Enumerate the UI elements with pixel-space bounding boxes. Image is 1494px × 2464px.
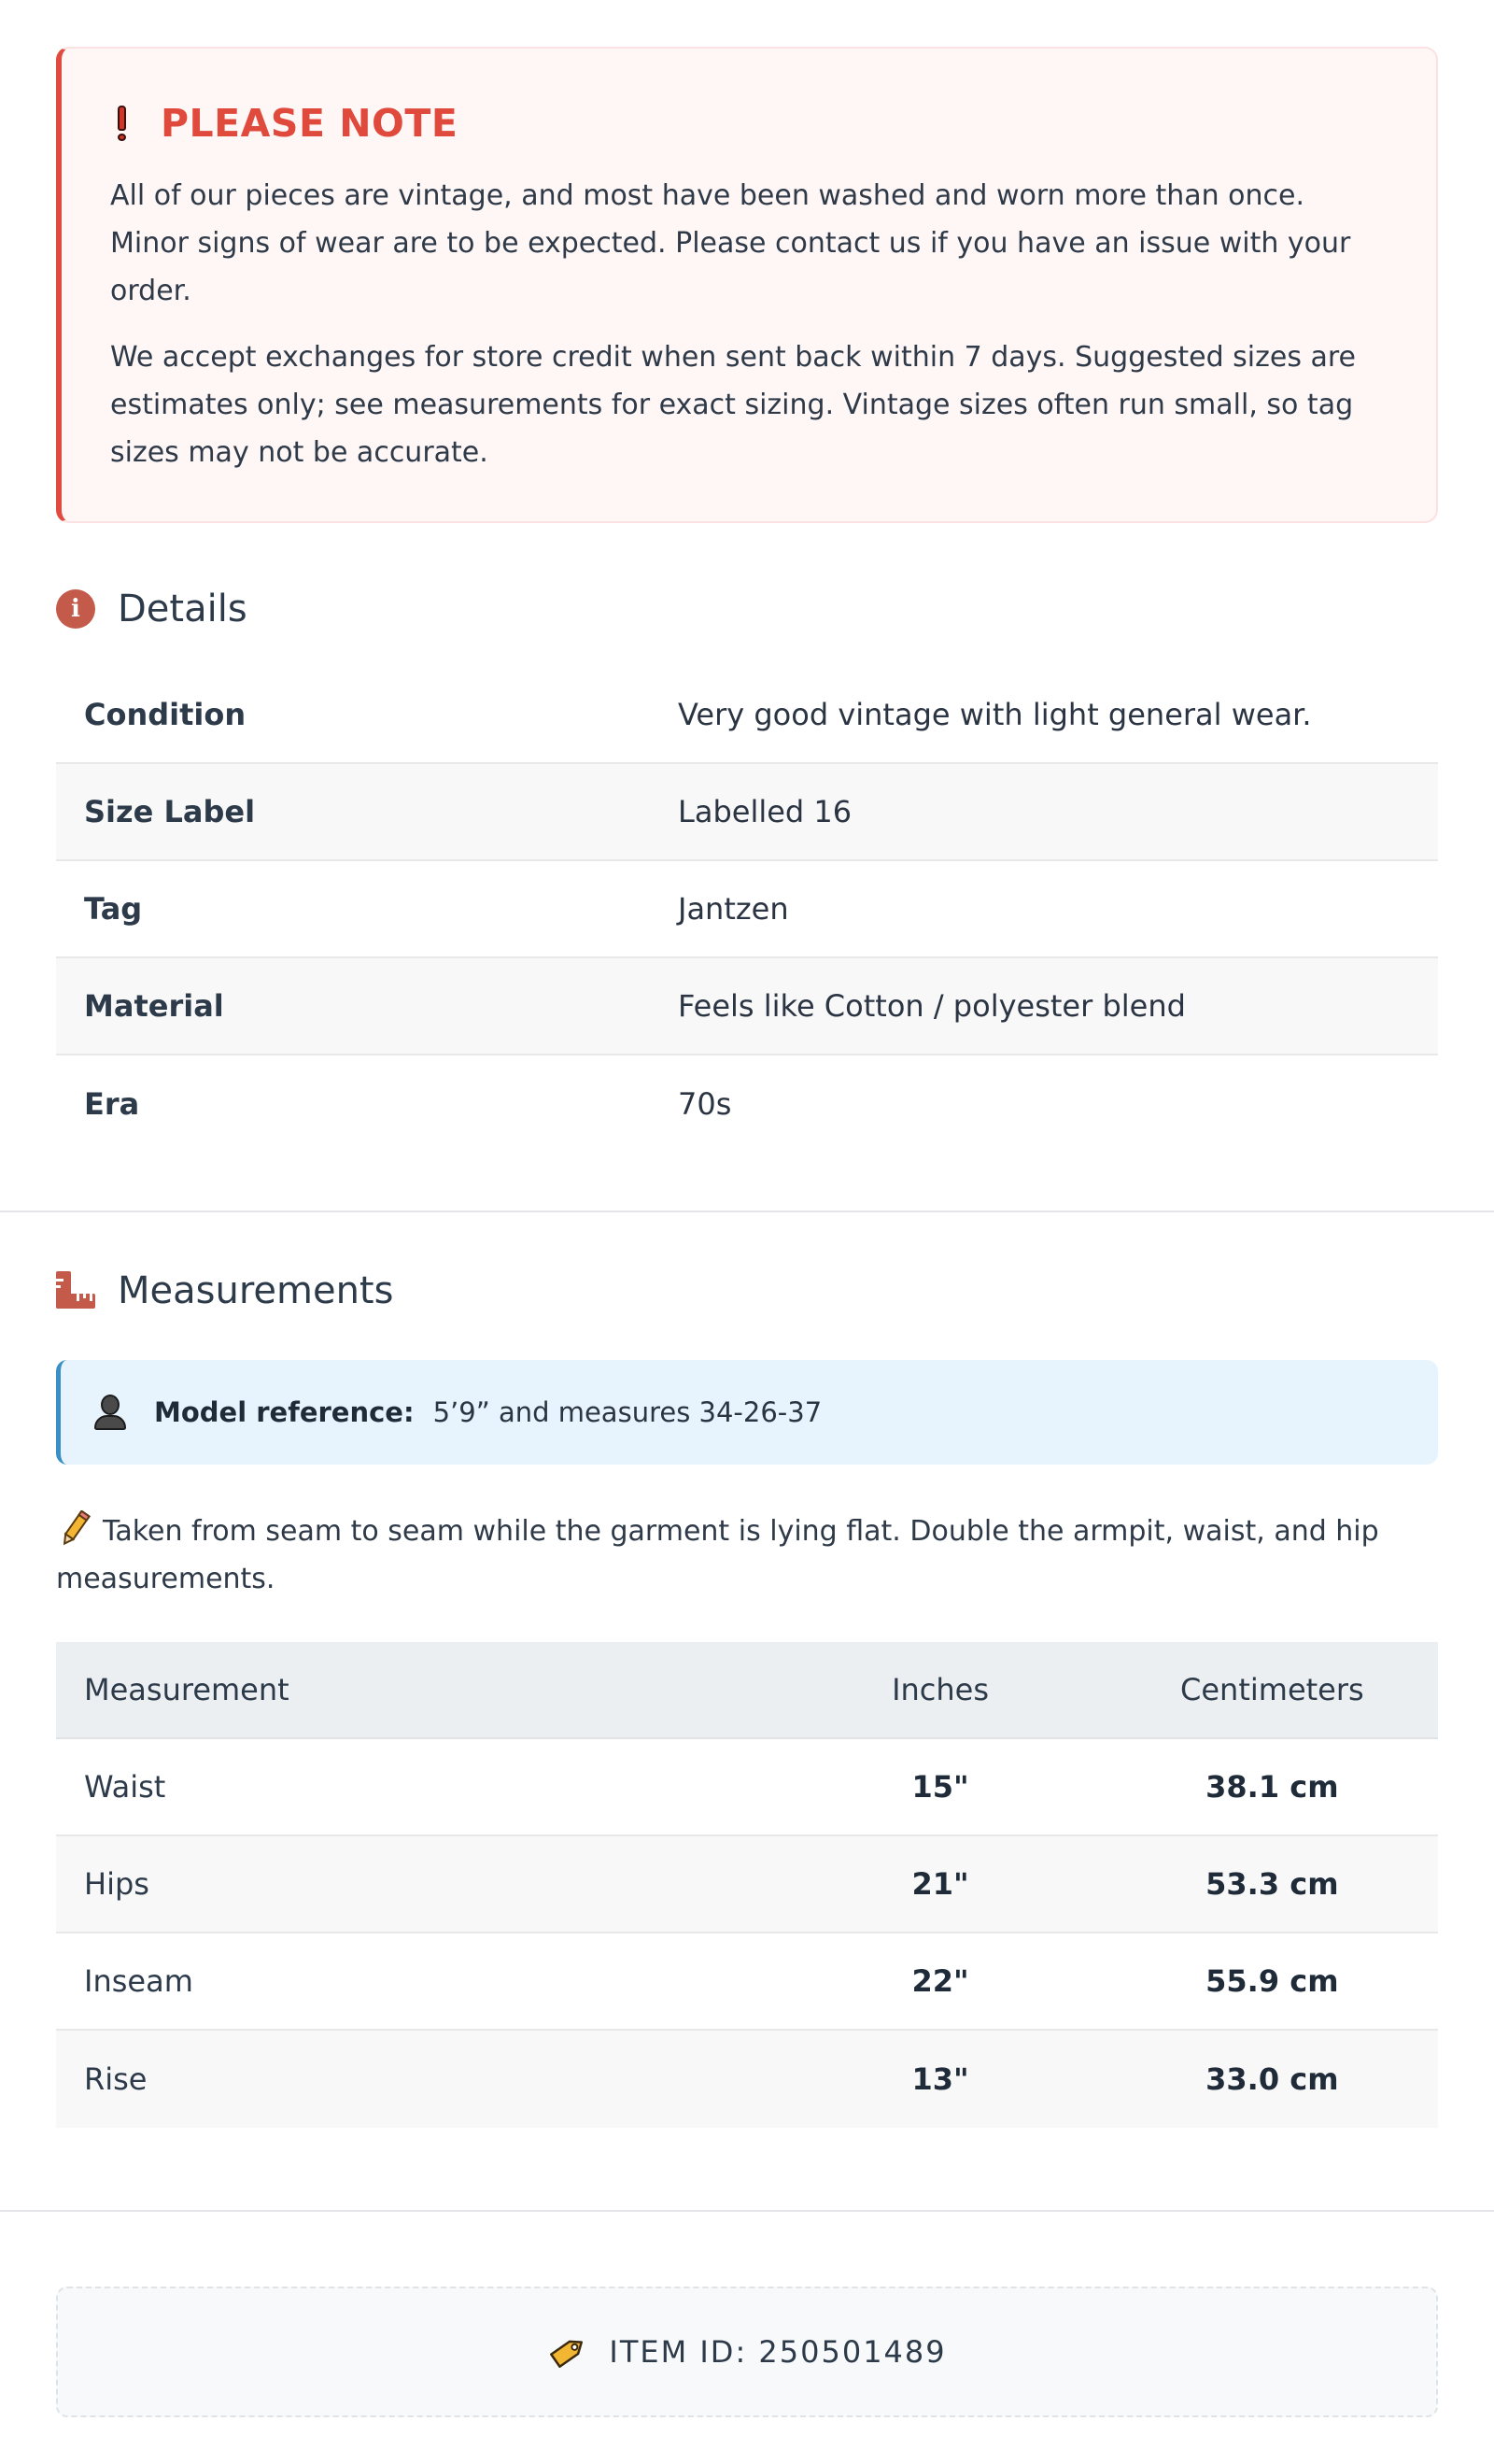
details-label: Tag [84, 891, 143, 927]
measurements-table [56, 1642, 1438, 2128]
tag-icon [547, 2331, 588, 2372]
measurement-cm: 38.1 cm [1205, 1769, 1339, 1805]
column-header-centimeters: Centimeters [1180, 1672, 1364, 1707]
details-value: Labelled 16 [678, 794, 853, 829]
measurements-title: Measurements [118, 1269, 394, 1312]
note-paragraph-1: All of our pieces are vintage, and most have been washed and worn more than once. Minor signs of wear are to be expected. Please contact us if you have an issue with your order. [110, 179, 1351, 307]
measurement-cm: 55.9 cm [1205, 1963, 1339, 1999]
details-heading [56, 581, 1438, 637]
measurement-inches: 22" [911, 1963, 969, 1999]
model-reference-label: Model reference: [154, 1396, 415, 1428]
note-title-row [110, 101, 1388, 146]
person-icon [94, 1395, 126, 1430]
table-row [56, 1836, 1438, 1933]
details-value: Very good vintage with light general wear. [678, 697, 1312, 732]
info-icon: i [56, 589, 95, 629]
measurements-heading [56, 1263, 1438, 1319]
item-id-text: ITEM ID: 250501489 [609, 2334, 947, 2370]
details-label: Material [84, 988, 224, 1024]
details-value: Jantzen [678, 891, 789, 927]
measurement-name: Waist [84, 1769, 166, 1805]
measurement-cm: 53.3 cm [1205, 1866, 1339, 1902]
details-row-tag [56, 861, 1438, 958]
table-row [56, 1739, 1438, 1836]
table-row [56, 1933, 1438, 2031]
details-row-size-label [56, 764, 1438, 861]
note-title: PLEASE NOTE [161, 101, 458, 146]
details-value: 70s [678, 1086, 732, 1122]
measurement-method-note [56, 1508, 1438, 1603]
details-row-era [56, 1055, 1438, 1153]
measurement-method-text: Taken from seam to seam while the garment is lying flat. Double the armpit, waist, and hip measurements. [56, 1515, 1379, 1595]
measurement-inches: 13" [911, 2061, 969, 2097]
details-label: Era [84, 1086, 140, 1122]
column-header-measurement: Measurement [84, 1672, 289, 1707]
measurement-name: Hips [84, 1866, 149, 1902]
details-label: Size Label [84, 794, 256, 829]
item-id-box [56, 2287, 1438, 2417]
model-reference-value: 5’9” and measures 34-26-37 [432, 1396, 823, 1428]
ruler-icon [56, 1271, 95, 1310]
details-table [56, 667, 1438, 1153]
model-reference-callout [56, 1360, 1438, 1465]
measurement-inches: 15" [911, 1769, 969, 1805]
column-header-inches: Inches [892, 1672, 990, 1707]
measurements-table-header [56, 1642, 1438, 1739]
note-paragraph-2: We accept exchanges for store credit when sent back within 7 days. Suggested sizes are estimates only; see measurements for exact sizing. Vintage sizes often run small, so tag sizes may not be accurate. [110, 341, 1357, 469]
section-divider [0, 2210, 1494, 2212]
details-row-condition [56, 667, 1438, 764]
measurement-name: Rise [84, 2061, 148, 2097]
please-note-card [56, 47, 1438, 523]
details-title: Details [118, 588, 247, 630]
measurement-inches: 21" [911, 1866, 969, 1902]
product-info-page [0, 47, 1494, 2455]
details-value: Feels like Cotton / polyester blend [678, 988, 1186, 1024]
details-row-material [56, 958, 1438, 1055]
measurement-cm: 33.0 cm [1205, 2061, 1339, 2097]
section-divider [0, 1211, 1494, 1212]
pencil-icon [56, 1510, 93, 1548]
exclamation-icon [116, 106, 127, 141]
table-row [56, 2031, 1438, 2128]
details-label: Condition [84, 697, 247, 732]
measurement-name: Inseam [84, 1963, 193, 1999]
